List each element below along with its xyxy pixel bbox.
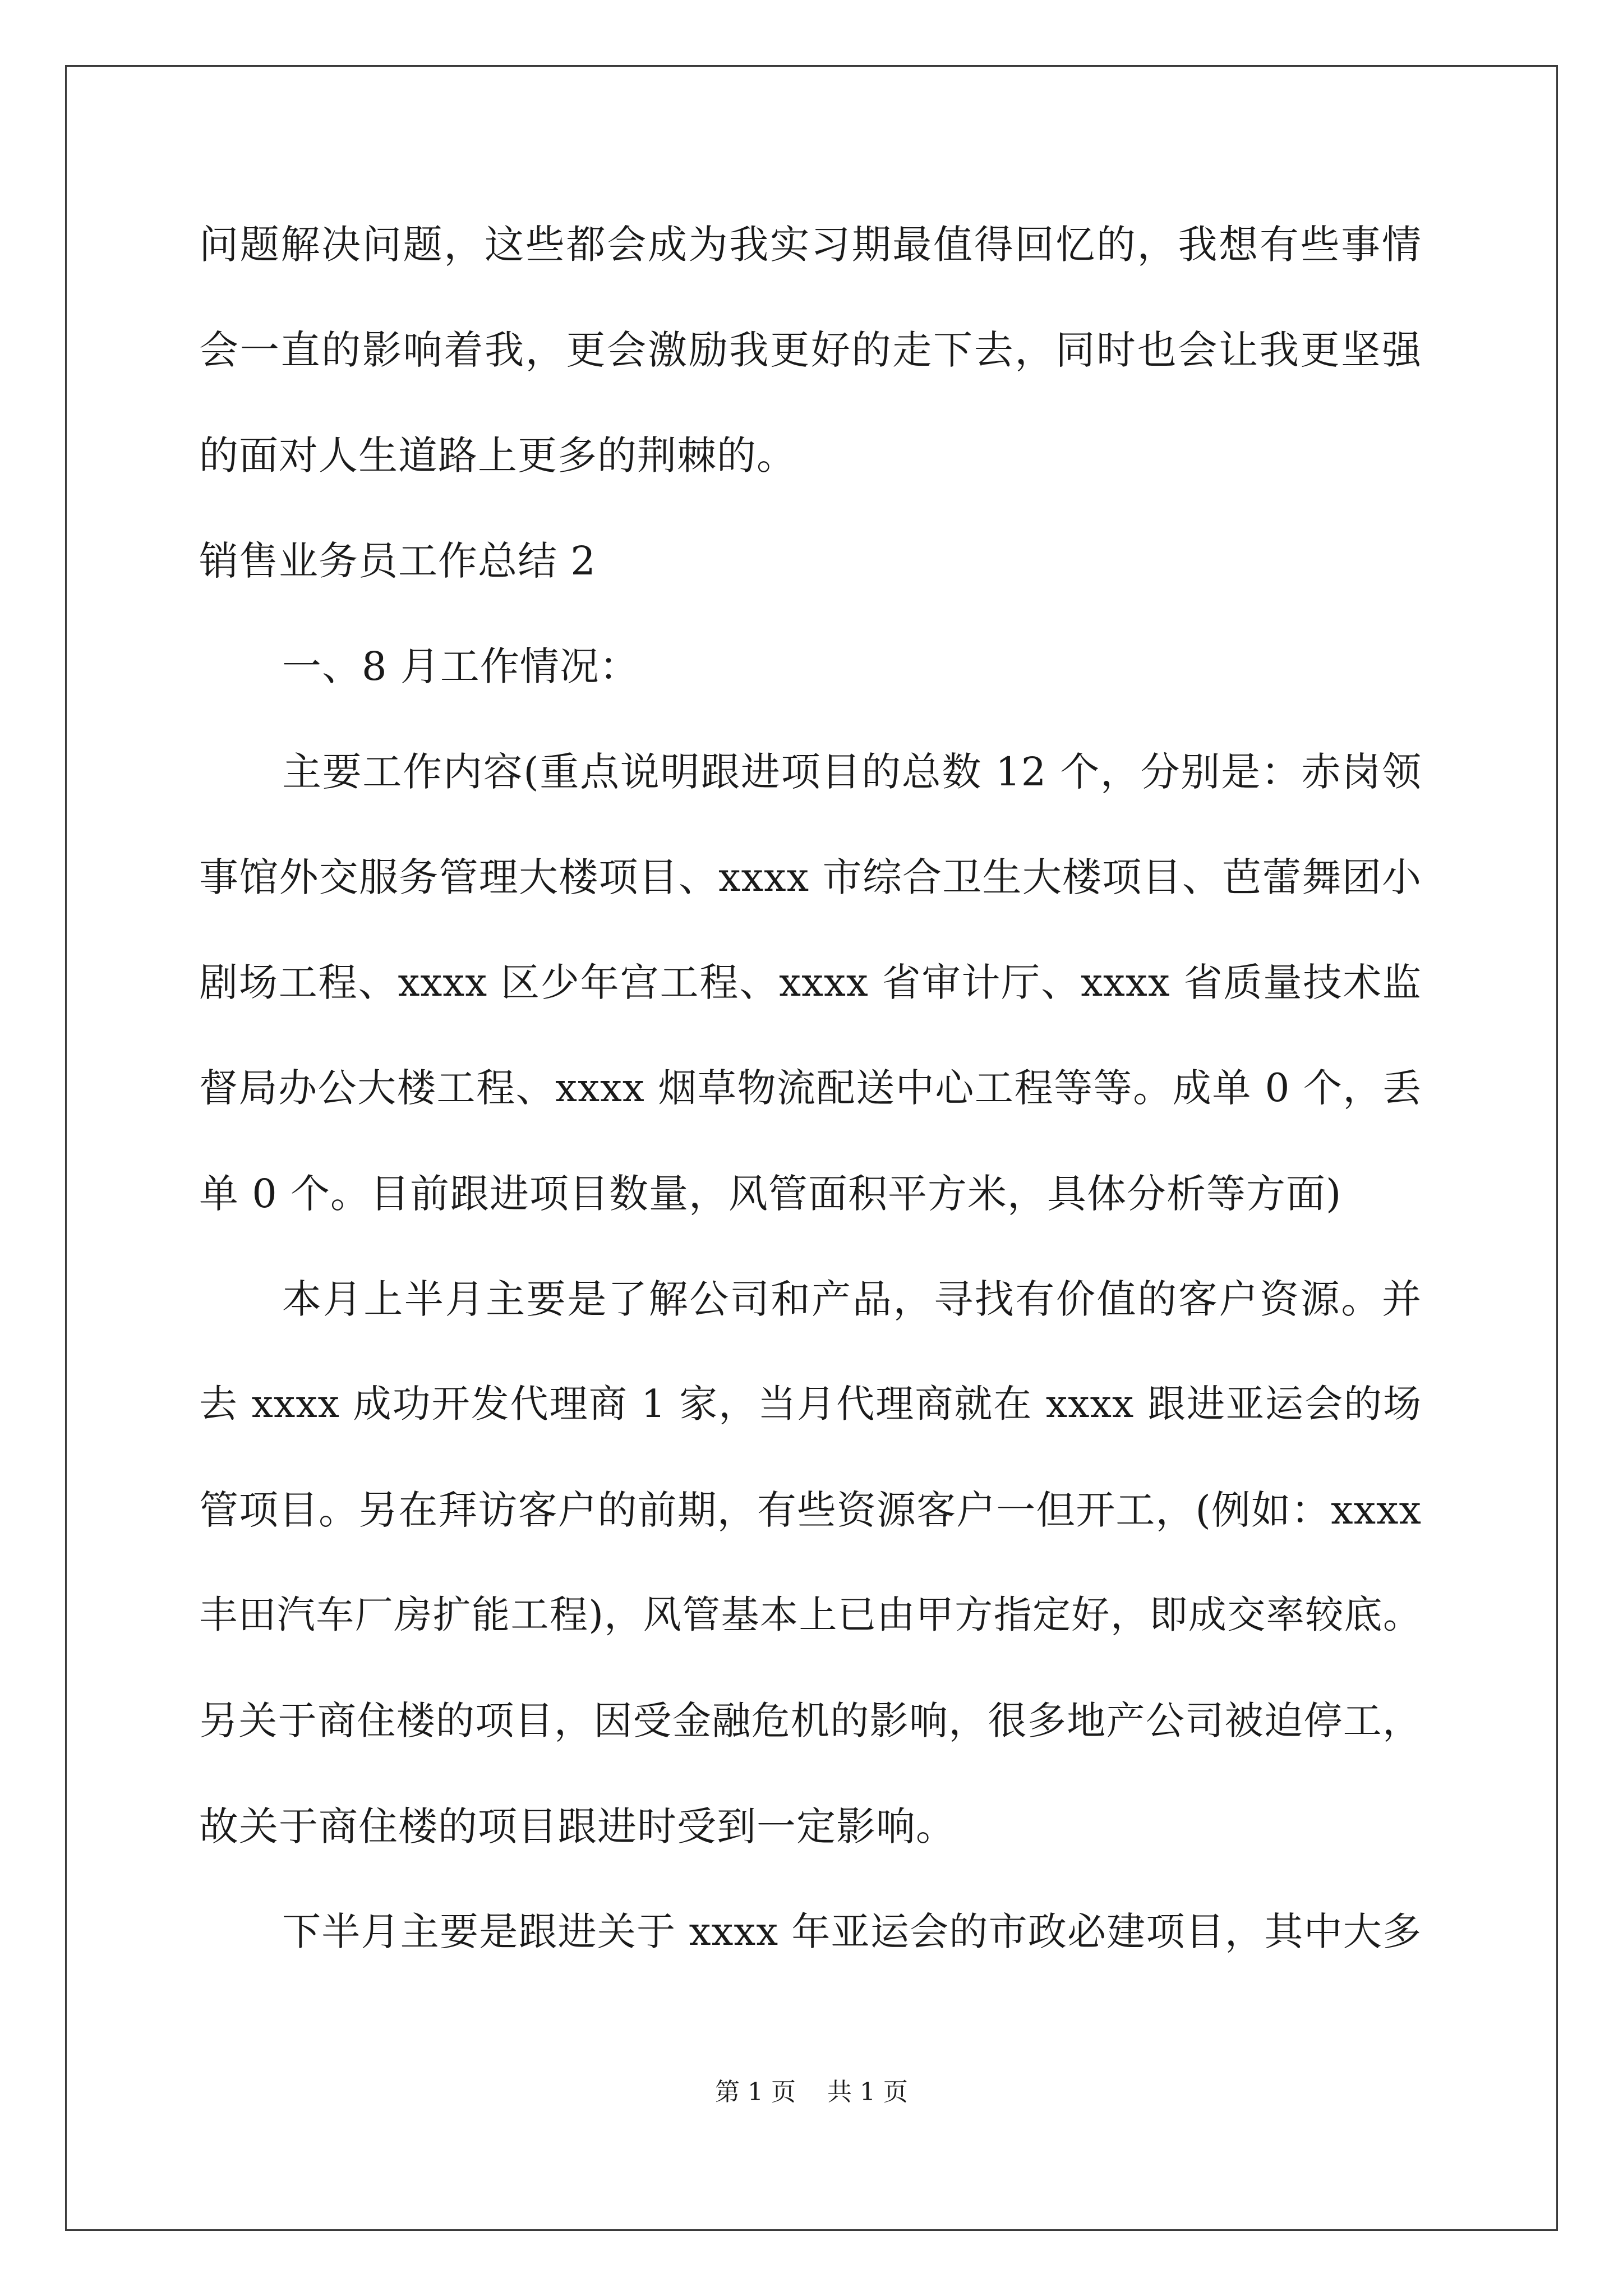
paragraph-line: 的面对人生道路上更多的荆棘的。: [199, 432, 796, 478]
paragraph-line: 下半月主要是跟进关于 xxxx 年亚运会的市政必建项目，其中大多: [282, 1910, 1422, 1954]
paragraph-line: 另关于商住楼的项目，因受金融危机的影响，很多地产公司被迫停工，: [199, 1699, 1422, 1743]
subsection-heading: 一、8 月工作情况：: [282, 643, 639, 689]
paragraph-line: 单 0 个。目前跟进项目数量，风管面积平方米，具体分析等方面): [199, 1171, 1342, 1217]
paragraph-line: 去 xxxx 成功开发代理商 1 家，当月代理商就在 xxxx 跟进亚运会的场: [199, 1382, 1422, 1427]
paragraph-line: 丰田汽车厂房扩能工程)，风管基本上已由甲方指定好，即成交率较底。: [199, 1593, 1422, 1637]
paragraph-line: 问题解决问题，这些都会成为我实习期最值得回忆的，我想有些事情: [199, 222, 1422, 268]
paragraph-line: 督局办公大楼工程、xxxx 烟草物流配送中心工程等等。成单 0 个，丢: [199, 1066, 1422, 1111]
section-heading: 销售业务员工作总结 2: [199, 538, 596, 584]
page-number: 第 1 页: [715, 2078, 796, 2106]
paragraph-line: 剧场工程、xxxx 区少年宫工程、xxxx 省审计厅、xxxx 省质量技术监: [199, 960, 1422, 1005]
paragraph-line: 管项目。另在拜访客户的前期，有些资源客户一但开工，(例如：xxxx: [199, 1487, 1422, 1533]
paragraph-line: 事馆外交服务管理大楼项目、xxxx 市综合卫生大楼项目、芭蕾舞团小: [199, 854, 1422, 900]
paragraph-line: 会一直的影响着我，更会激励我更好的走下去，同时也会让我更坚强: [199, 327, 1422, 373]
page-footer: [0, 2077, 1623, 2108]
paragraph-line: 故关于商住楼的项目跟进时受到一定影响。: [199, 1803, 956, 1849]
page-total: 共 1 页: [827, 2078, 908, 2106]
paragraph-line: 本月上半月主要是了解公司和产品，寻找有价值的客户资源。并: [282, 1276, 1422, 1322]
paragraph-line: 主要工作内容(重点说明跟进项目的总数 12 个，分别是：赤岗领: [282, 749, 1422, 795]
